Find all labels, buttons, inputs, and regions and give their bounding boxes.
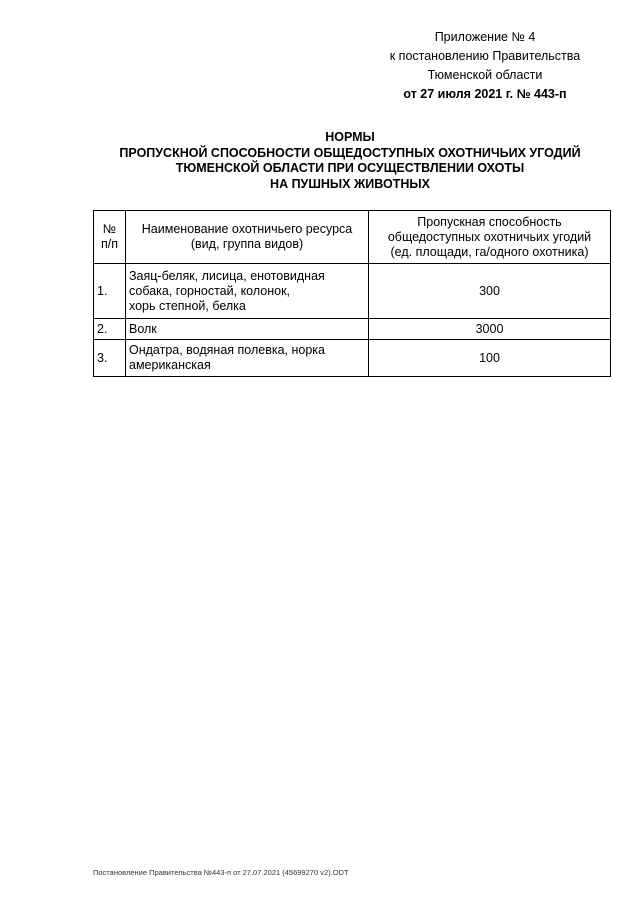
title-line-3: ТЮМЕНСКОЙ ОБЛАСТИ ПРИ ОСУЩЕСТВЛЕНИИ ОХОТЫ [175, 161, 525, 175]
title-line-4: НА ПУШНЫХ ЖИВОТНЫХ [270, 176, 430, 191]
row-name-line-1: Волк [129, 321, 157, 336]
header-resource-name [126, 211, 369, 264]
row-capacity-value: 3000 [369, 319, 611, 340]
header-capacity-line-1: Пропускная способность [417, 214, 562, 229]
row-name-line-2: собака, горностай, колонок, [129, 283, 291, 298]
row-name-line-1: Заяц-беляк, лисица, енотовидная [129, 268, 325, 283]
header-name-line-2: (вид, группа видов) [190, 237, 304, 251]
row-capacity-value: 100 [369, 340, 611, 377]
header-number-line-1: № [102, 222, 117, 236]
document-footer: Постановление Правительства №443-п от 27.07.2021 (45699270 v2).ODT [93, 868, 349, 877]
header-number-line-2: п/п [100, 237, 118, 251]
appendix-reference: к постановлению Правительства [389, 49, 581, 63]
appendix-date: от 27 июля 2021 г. № 443-п [403, 87, 567, 101]
row-number: 3. [94, 340, 126, 377]
appendix-region: Тюменской области [427, 68, 543, 82]
table-header-row [94, 211, 611, 264]
table-row [94, 319, 611, 340]
row-capacity-value: 300 [369, 264, 611, 319]
document-title [80, 130, 620, 192]
norms-table [93, 210, 611, 377]
row-name-line-2: американская [129, 358, 211, 372]
row-resource-name [126, 264, 369, 319]
title-line-2: ПРОПУСКНОЙ СПОСОБНОСТИ ОБЩЕДОСТУПНЫХ ОХОТНИЧЬИХ УГОДИЙ [119, 145, 581, 160]
header-capacity-line-3: (ед. площади, га/одного охотника) [390, 244, 589, 259]
header-number [94, 211, 126, 264]
header-capacity-line-2: общедоступных охотничьих угодий [387, 229, 592, 244]
header-capacity [369, 211, 611, 264]
row-name-line-3: хорь степной, белка [129, 298, 246, 313]
appendix-number: Приложение № 4 [434, 30, 536, 44]
row-name-line-1: Ондатра, водяная полевка, норка [129, 343, 325, 357]
header-name-line-1: Наименование охотничьего ресурса [141, 222, 353, 236]
table-row [94, 340, 611, 377]
title-line-1: НОРМЫ [325, 130, 375, 144]
row-resource-name [126, 340, 369, 377]
row-resource-name [126, 319, 369, 340]
table-row [94, 264, 611, 319]
row-number: 1. [94, 264, 126, 319]
appendix-header [350, 28, 620, 104]
row-number: 2. [94, 319, 126, 340]
